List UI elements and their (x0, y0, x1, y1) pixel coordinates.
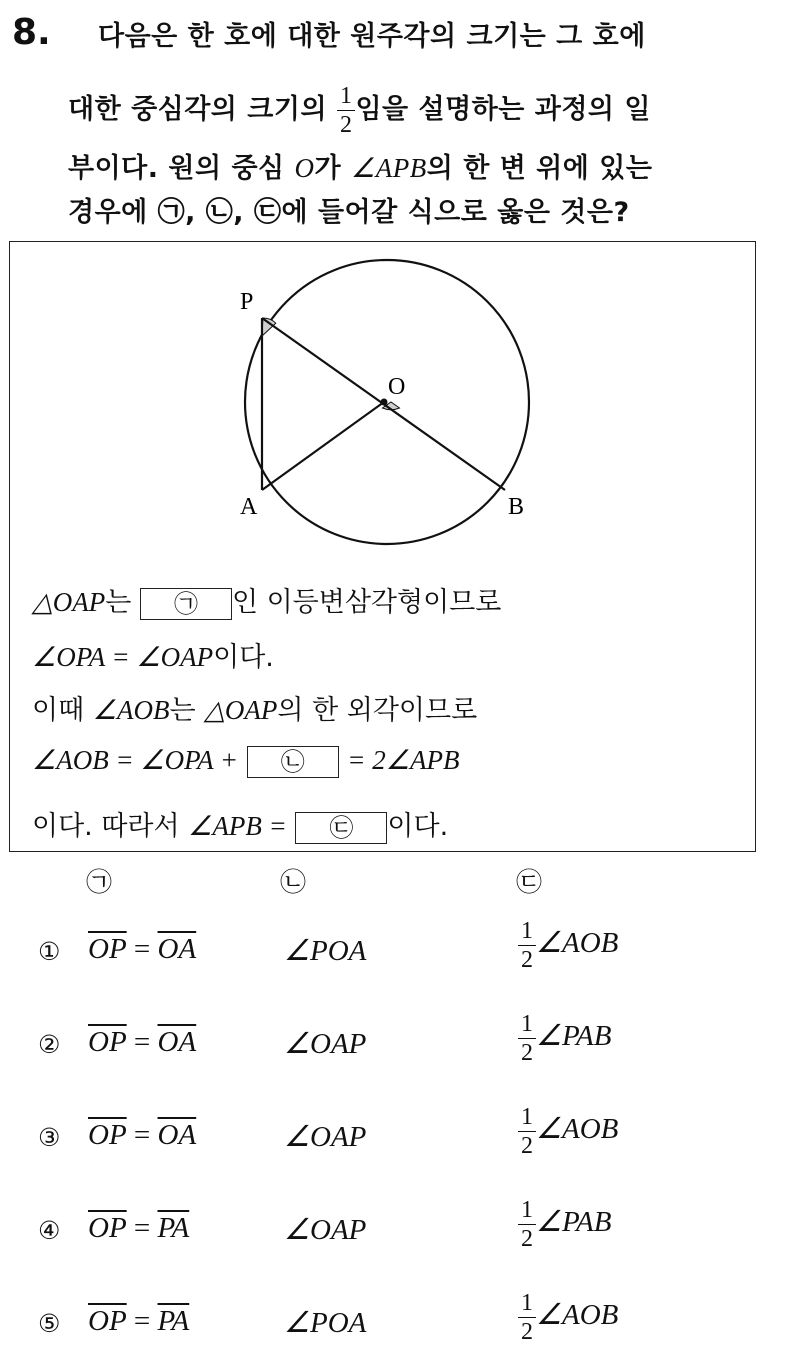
question-line-2 (68, 84, 651, 137)
option-angle: ∠POA (284, 935, 367, 967)
column-header-3: ㉢ (516, 868, 543, 898)
label-b: B (508, 494, 525, 520)
equation-aob: ∠AOB = ∠OPA + (32, 745, 239, 775)
option-angle: ∠POA (284, 1307, 367, 1339)
option-half-angle (518, 1291, 618, 1344)
circle-diagram (10, 242, 755, 562)
question-line-3 (68, 146, 652, 185)
half-angle-expr: ∠PAB (536, 1020, 612, 1053)
option-segment-equation (88, 933, 196, 966)
fraction-numerator: 1 (518, 919, 536, 946)
fraction-numerator: 1 (337, 84, 356, 111)
blank-3: ㉢ (295, 812, 387, 844)
fraction-one-half (518, 919, 536, 972)
fraction-one-half (518, 1198, 536, 1251)
half-angle-expr: ∠PAB (536, 1206, 612, 1239)
option-3[interactable] (0, 1101, 791, 1171)
triangle-oap: △OAP (32, 587, 106, 617)
segment-1: $\overline{OP}$ (88, 1305, 127, 1337)
label-p: P (240, 289, 254, 315)
fraction-one-half (518, 1012, 536, 1065)
equals-sign: = (126, 1305, 158, 1337)
question-line-4: 경우에 ㉠, ㉡, ㉢에 들어갈 식으로 옳은 것은? (68, 197, 630, 228)
equation-2apb: = 2∠APB (347, 745, 460, 775)
proof-line-5 (32, 804, 448, 844)
question-line-3-particle: 가 (314, 153, 342, 184)
segment-2: $\overline{PA}$ (157, 1305, 190, 1337)
option-2[interactable] (0, 1008, 791, 1078)
proof-box (9, 241, 756, 852)
half-angle-expr: ∠AOB (536, 1113, 619, 1146)
segment-2: $\overline{OA}$ (157, 1119, 197, 1151)
fraction-one-half (518, 1105, 536, 1158)
segment-2: $\overline{OA}$ (157, 933, 197, 965)
proof-line-5-end: 이다. (387, 811, 449, 842)
proof-line-5-start: 이다. 따라서 (32, 811, 180, 842)
fraction-denominator: 2 (521, 1226, 533, 1252)
question-line-2-end: 임을 설명하는 과정의 일 (355, 94, 651, 125)
fraction-denominator: 2 (339, 112, 353, 138)
angle-aob: ∠AOB (92, 695, 170, 725)
question-line-3-end: 의 한 변 위에 있는 (426, 153, 653, 184)
option-number: ① (38, 937, 61, 966)
equals-sign: = (126, 1212, 158, 1244)
option-segment-equation (88, 1212, 189, 1245)
fraction-numerator: 1 (518, 1198, 536, 1225)
half-angle-expr: ∠AOB (536, 927, 619, 960)
proof-line-3-end: 의 한 외각이므로 (277, 695, 478, 726)
label-o: O (388, 374, 406, 400)
fraction-numerator: 1 (518, 1105, 536, 1132)
question-line-2-start: 대한 중심각의 크기의 (68, 94, 328, 125)
option-angle: ∠OAP (284, 1214, 367, 1246)
option-number: ③ (38, 1123, 61, 1152)
center-symbol: O (294, 153, 315, 183)
fraction-denominator: 2 (521, 947, 533, 973)
option-5[interactable] (0, 1287, 791, 1357)
equation-opa-oap: ∠OPA = ∠OAP (32, 642, 214, 672)
proof-line-3-start: 이때 (32, 695, 85, 726)
equals-sign: = (126, 933, 158, 965)
segment-1: $\overline{OP}$ (88, 1026, 127, 1058)
proof-line-1-end: 인 이등변삼각형이므로 (231, 587, 502, 618)
option-number: ⑤ (38, 1309, 61, 1338)
equation-apb: ∠APB = (188, 811, 287, 841)
fraction-denominator: 2 (521, 1133, 533, 1159)
blank-1: ㉠ (140, 588, 232, 620)
fraction-numerator: 1 (518, 1012, 536, 1039)
segment-2: $\overline{OA}$ (157, 1026, 197, 1058)
question-number: 8. (12, 12, 51, 53)
proof-line-4 (32, 745, 459, 778)
angle-apb: ∠APB (351, 153, 427, 183)
question-line-3-start: 부이다. 원의 중심 (68, 153, 285, 184)
segment-1: $\overline{OP}$ (88, 1119, 127, 1151)
segment-1: $\overline{OP}$ (88, 1212, 127, 1244)
equals-sign: = (126, 1026, 158, 1058)
label-a: A (240, 494, 258, 520)
segment-2: $\overline{PA}$ (157, 1212, 190, 1244)
option-segment-equation (88, 1026, 196, 1059)
option-half-angle (518, 1198, 611, 1251)
option-half-angle (518, 1012, 611, 1065)
proof-line-3-particle: 는 (169, 695, 196, 726)
column-header-2: ㉡ (280, 868, 307, 898)
fraction-denominator: 2 (521, 1040, 533, 1066)
equals-sign: = (126, 1119, 158, 1151)
proof-line-2 (32, 635, 274, 674)
option-half-angle (518, 919, 618, 972)
segment-1: $\overline{OP}$ (88, 933, 127, 965)
option-segment-equation (88, 1119, 196, 1152)
center-point (381, 399, 388, 406)
half-angle-expr: ∠AOB (536, 1299, 619, 1332)
option-angle: ∠OAP (284, 1121, 367, 1153)
segment-ao (262, 402, 384, 490)
blank-2: ㉡ (247, 746, 339, 778)
column-header-1: ㉠ (86, 868, 113, 898)
question-line-1: 다음은 한 호에 대한 원주각의 크기는 그 호에 (98, 21, 646, 52)
option-half-angle (518, 1105, 618, 1158)
option-4[interactable] (0, 1194, 791, 1264)
option-number: ④ (38, 1216, 61, 1245)
fraction-one-half (337, 84, 356, 137)
proof-line-2-end: 이다. (213, 642, 274, 673)
proof-line-1-particle: 는 (105, 587, 132, 618)
option-number: ② (38, 1030, 61, 1059)
fraction-one-half (518, 1291, 536, 1344)
option-segment-equation (88, 1305, 189, 1338)
proof-line-1 (32, 580, 501, 620)
option-angle: ∠OAP (284, 1028, 367, 1060)
fraction-numerator: 1 (518, 1291, 536, 1318)
fraction-denominator: 2 (521, 1319, 533, 1345)
option-1[interactable] (0, 915, 791, 985)
proof-line-3 (32, 688, 477, 727)
triangle-oap-2: △OAP (204, 695, 278, 725)
